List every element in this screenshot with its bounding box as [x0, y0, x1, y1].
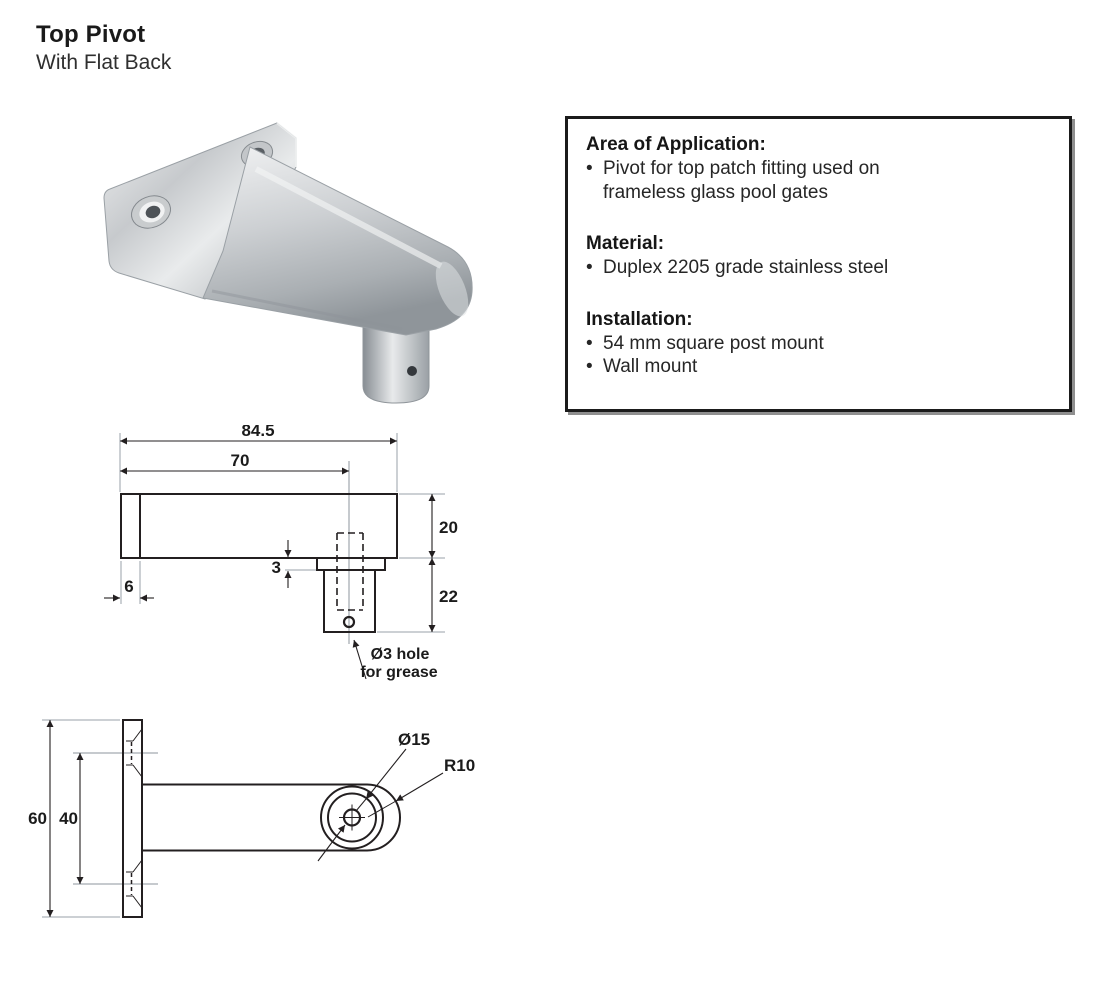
grease-hole-label-line1: Ø3 hole [370, 646, 430, 663]
side-view-outline [121, 494, 397, 632]
dim-overall-length-label: 84.5 [241, 425, 275, 440]
dim-plate-height-label: 60 [28, 809, 47, 828]
dim-pin-diameter-label: Ø15 [398, 730, 431, 749]
dim-plate-thickness-label: 6 [124, 577, 134, 596]
dim-pin-offset-label: 70 [230, 451, 250, 470]
bullet-icon: • [586, 158, 593, 179]
bullet-text: Duplex 2205 grade stainless steel [603, 257, 889, 278]
bullet-icon: • [586, 356, 593, 377]
pivot-pin-photo [363, 322, 429, 403]
bullet-item [586, 332, 942, 356]
dim-body-height-label: 20 [439, 518, 458, 537]
page-subtitle: With Flat Back [36, 51, 172, 74]
section-heading: Material: [586, 233, 665, 254]
page-title: Top Pivot [36, 21, 146, 48]
front-view-outline [123, 720, 400, 917]
pivot-bracket-photo [104, 123, 475, 403]
grease-hole-label-line2: for grease [360, 664, 438, 681]
dim-pin-length-label: 22 [439, 587, 458, 606]
bullet-text: 54 mm square post mount [603, 332, 824, 354]
bullet-item [586, 355, 942, 379]
bullet-text: Wall mount [603, 356, 698, 377]
info-section-installation [586, 308, 1051, 379]
side-view-drawing [85, 425, 495, 690]
front-view-dimension-lines [50, 720, 443, 917]
pivot-arm-photo [203, 147, 472, 335]
bullet-item [586, 157, 942, 204]
info-box [565, 116, 1072, 412]
section-heading: Area of Application: [586, 134, 766, 155]
bullet-text: Pivot for top patch fitting used on frameless glass pool gates [603, 158, 880, 203]
side-view-dimension-lines [104, 441, 432, 679]
bullet-icon: • [586, 257, 593, 278]
page-header [36, 22, 171, 75]
bullet-icon: • [586, 332, 593, 354]
dim-hole-spacing-label: 40 [59, 809, 78, 828]
section-heading: Installation: [586, 308, 693, 330]
info-section-material [586, 232, 1051, 280]
bullet-item [586, 256, 942, 280]
pin-grease-hole-photo [407, 366, 417, 376]
dim-collar-height-label: 3 [271, 558, 281, 577]
info-section-application [586, 133, 1051, 204]
front-view-drawing [25, 695, 485, 945]
dim-end-radius-label: R10 [444, 756, 476, 775]
product-photo [80, 110, 500, 420]
